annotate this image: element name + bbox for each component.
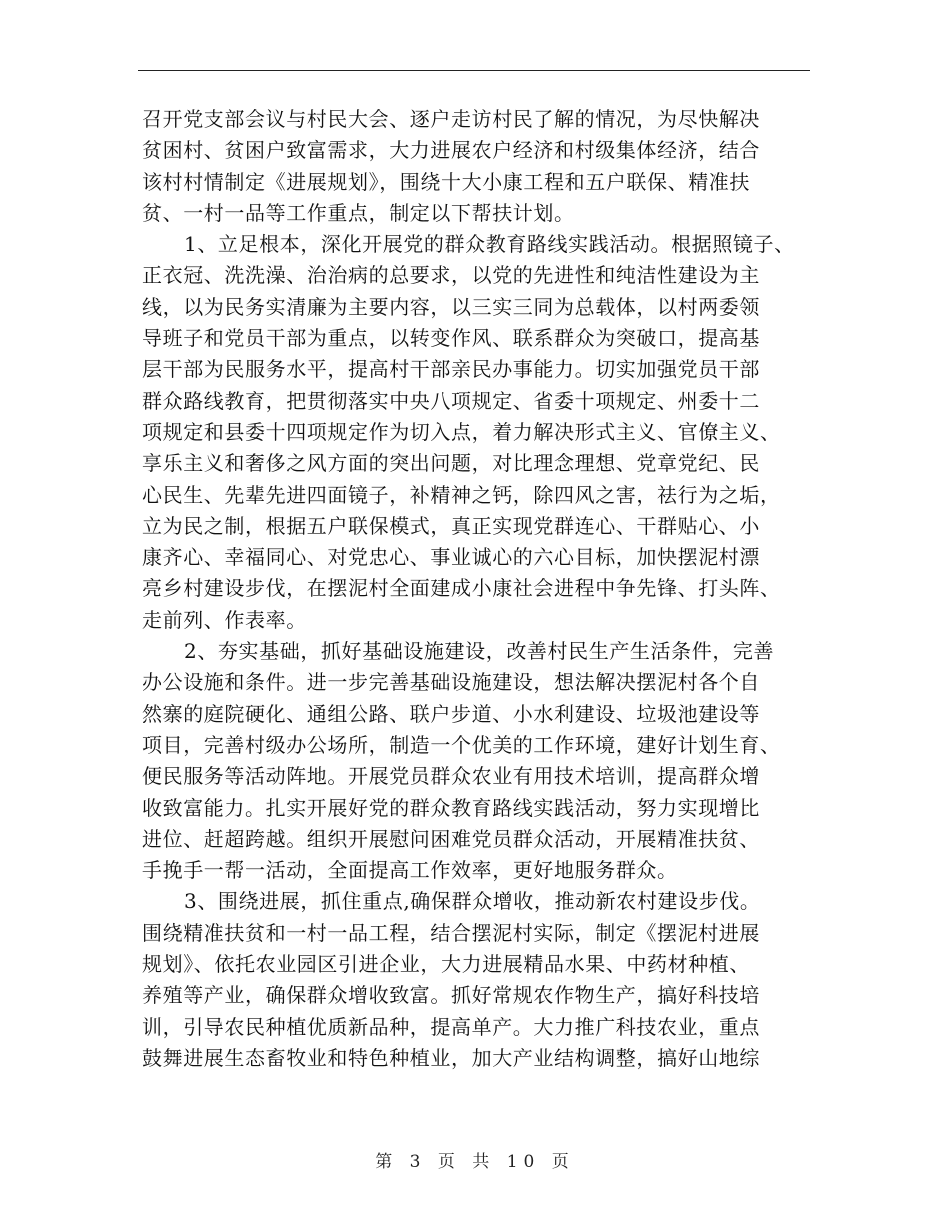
body-line: 然寨的庭院硬化、通组公路、联户步道、小水利建设、垃圾池建设等 [142,701,760,726]
body-line: 进位、赶超跨越。组织开展慰问困难党员群众活动，开展精准扶贫、 [142,826,760,851]
document-body [142,104,832,1074]
body-line: 收致富能力。扎实开展好党的群众教育路线实践活动，努力实现增比 [142,795,760,820]
body-line: 训，引导农民种植优质新品种，提高单产。大力推广科技农业，重点 [142,1014,760,1039]
body-line: 正衣冠、洗洗澡、治治病的总要求，以党的先进性和纯洁性建设为主 [142,263,760,288]
body-line: 贫困村、贫困户致富需求，大力进展农户经济和村级集体经济，结合 [142,138,760,163]
body-line: 群众路线教育，把贯彻落实中央八项规定、省委十项规定、州委十二 [142,388,760,413]
body-line: 康齐心、幸福同心、对党忠心、事业诚心的六心目标，加快摆泥村漂 [142,545,760,570]
paragraph-3-start: 3、围绕进展，抓住重点,确保群众增收，推动新农村建设步伐。 [184,889,761,914]
body-line: 鼓舞进展生态畜牧业和特色种植业，加大产业结构调整，搞好山地综 [142,1045,760,1070]
body-line: 项目，完善村级办公场所，制造一个优美的工作环境，建好计划生育、 [142,732,781,757]
body-line: 层干部为民服务水平，提高村干部亲民办事能力。切实加强党员干部 [142,357,760,382]
body-line: 享乐主义和奢侈之风方面的突出问题，对比理念理想、党章党纪、民 [142,451,760,476]
body-line: 围绕精准扶贫和一村一品工程，结合摆泥村实际，制定《摆泥村进展 [142,920,760,945]
body-line: 导班子和党员干部为重点，以转变作风、联系群众为突破口，提高基 [142,326,760,351]
body-line: 立为民之制，根据五户联保模式，真正实现党群连心、干群贴心、小 [142,513,760,538]
body-line: 贫、一村一品等工作重点，制定以下帮扶计划。 [142,200,575,225]
body-line: 办公设施和条件。进一步完善基础设施建设，想法解决摆泥村各个自 [142,670,760,695]
header-rule [138,70,810,71]
body-line: 规划》、依托农业园区引进企业，大力进展精品水果、中药材种植、 [142,952,750,977]
paragraph-2-start: 2、夯实基础，抓好基础设施建设，改善村民生产生活条件，完善 [184,639,775,664]
body-line: 养殖等产业，确保群众增收致富。抓好常规农作物生产，搞好科技培 [142,983,760,1008]
body-line: 走前列、作表率。 [142,607,307,632]
page-number: 第 3 页 共 10 页 [375,1152,575,1172]
body-line: 线，以为民务实清廉为主要内容，以三实三同为总载体，以村两委领 [142,294,760,319]
body-line: 该村村情制定《进展规划》，围绕十大小康工程和五户联保、精准扶 [142,169,750,194]
body-line: 便民服务等活动阵地。开展党员群众农业有用技术培训，提高群众增 [142,764,760,789]
body-line: 亮乡村建设步伐，在摆泥村全面建成小康社会进程中争先锋、打头阵、 [142,576,781,601]
body-line: 项规定和县委十四项规定作为切入点，着力解决形式主义、官僚主义、 [142,419,781,444]
paragraph-1-start: 1、立足根本，深化开展党的群众教育路线实践活动。根据照镜子、 [184,232,795,257]
body-line: 手挽手一帮一活动，全面提高工作效率，更好地服务群众。 [142,858,678,883]
body-line: 心民生、先辈先进四面镜子，补精神之钙，除四风之害，祛行为之垢， [142,482,781,507]
body-line: 召开党支部会议与村民大会、逐户走访村民了解的情况，为尽快解决 [142,107,760,131]
